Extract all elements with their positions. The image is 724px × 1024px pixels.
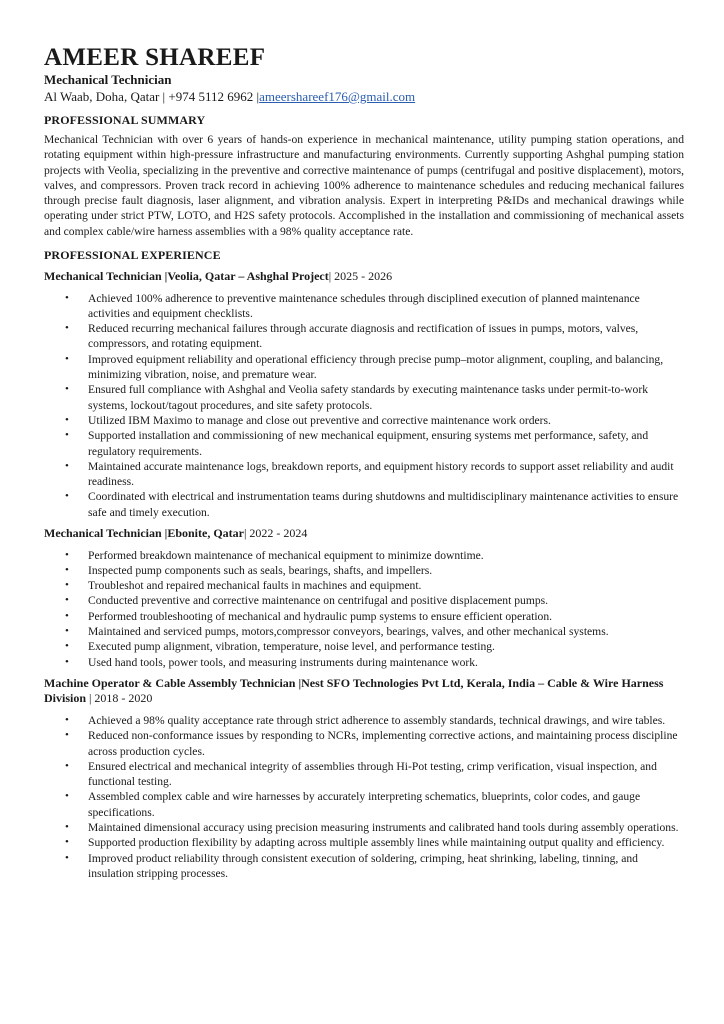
job-header xyxy=(44,526,684,542)
job-bullet: • Maintained accurate maintenance logs, breakdown reports, and equipment history records to support asset reliability and audit readiness. xyxy=(88,459,684,490)
experience-heading: PROFESSIONAL EXPERIENCE xyxy=(44,248,221,263)
job-bullet-list xyxy=(44,713,684,881)
candidate-title: Mechanical Technician xyxy=(44,72,172,87)
job-bullet: • Executed pump alignment, vibration, temperature, noise level, and performance testing. xyxy=(88,639,684,654)
job-bullet-list xyxy=(44,291,684,520)
job-bullet: • Reduced recurring mechanical failures through accurate diagnosis and rectification of issues in pumps, motors, valves, compressors, and rotating equipment. xyxy=(88,321,684,352)
job-bullet: • Used hand tools, power tools, and measuring instruments during maintenance work. xyxy=(88,655,684,670)
job-role-company: Machine Operator & Cable Assembly Technician |Nest SFO Technologies Pvt Ltd, Kerala, India – Cable & Wire Harness Division xyxy=(44,675,664,706)
job-bullet: • Coordinated with electrical and instrumentation teams during shutdowns and multidisciplinary maintenance activities to ensure safe and timely execution. xyxy=(88,489,684,520)
contact-line xyxy=(44,88,684,106)
summary-text: Mechanical Technician with over 6 years of hands-on experience in mechanical maintenance, utility pumping station operations, and rotating equipment within high-pressure infrastructure and manufacturing environments. Currently supporting Ashghal pumping station projects with Veolia, specializing in the preventive and corrective maintenance of pumps (centrifugal and positive displacement), motors, valves, and compressors. Proven track record in achieving 100% adherence to maintenance schedules and reducing mechanical failures through precise fault diagnosis, laser alignment, and vibration analysis. Expert in interpreting P&IDs and mechanical drawings while operating under strict PTW, LOTO, and H2S safety protocols. Accomplished in the installation and commissioning of mechanical assets and complex cable/wire harness assemblies with a 98% quality acceptance rate. xyxy=(44,133,684,238)
contact-details: Al Waab, Doha, Qatar | +974 5112 6962 | xyxy=(44,89,260,104)
job-bullet: • Conducted preventive and corrective maintenance on centrifugal and positive displacement pumps. xyxy=(88,593,684,608)
job-bullet: • Performed troubleshooting of mechanical and hydraulic pump systems to ensure efficient operation. xyxy=(88,609,684,624)
job-bullet: • Maintained and serviced pumps, motors,compressor conveyors, bearings, valves, and other mechanical systems. xyxy=(88,624,684,639)
job-dates: | 2022 - 2024 xyxy=(243,526,308,541)
job-bullet: • Utilized IBM Maximo to manage and close out preventive and corrective maintenance work orders. xyxy=(88,413,684,428)
job-header xyxy=(44,269,684,285)
job-entry xyxy=(44,526,684,670)
job-bullet: • Assembled complex cable and wire harnesses by accurately interpreting schematics, blueprints, color codes, and gauge specifications. xyxy=(88,789,684,820)
job-bullet: • Inspected pump components such as seals, bearings, shafts, and impellers. xyxy=(88,563,684,578)
job-bullet: • Reduced non-conformance issues by responding to NCRs, implementing corrective actions, and maintaining process discipline across production cycles. xyxy=(88,728,684,759)
job-entry xyxy=(44,676,684,881)
job-dates: | 2018 - 2020 xyxy=(89,691,153,706)
job-bullet: • Supported production flexibility by adapting across multiple assembly lines while maintaining output quality and efficiency. xyxy=(88,835,684,850)
candidate-name: AMEER SHAREEF xyxy=(44,44,266,71)
job-bullet: • Maintained dimensional accuracy using precision measuring instruments and calibrated hand tools during assembly operations. xyxy=(88,820,684,835)
summary-heading: PROFESSIONAL SUMMARY xyxy=(44,113,206,127)
job-bullet-list xyxy=(44,548,684,670)
job-role-company: Mechanical Technician |Ebonite, Qatar xyxy=(44,526,244,541)
job-dates: | 2025 - 2026 xyxy=(328,269,393,284)
job-bullet: • Ensured full compliance with Ashghal and Veolia safety standards by executing maintenance tasks under permit-to-work systems, lockout/tagout procedures, and site safety protocols. xyxy=(88,382,684,413)
job-bullet: • Troubleshot and repaired mechanical faults in machines and equipment. xyxy=(88,578,684,593)
job-bullet: • Performed breakdown maintenance of mechanical equipment to minimize downtime. xyxy=(88,548,684,563)
job-bullet: • Achieved a 98% quality acceptance rate through strict adherence to assembly standards, technical drawings, and wire tables. xyxy=(88,713,684,728)
email-link[interactable]: ameershareef176@gmail.com xyxy=(259,89,416,104)
job-entry xyxy=(44,269,684,520)
resume-page xyxy=(44,44,684,881)
job-role-company: Mechanical Technician |Veolia, Qatar – Ashghal Project xyxy=(44,269,329,284)
job-bullet: • Improved equipment reliability and operational efficiency through precise pump–motor alignment, coupling, and balancing, minimizing vibration, noise, and premature wear. xyxy=(88,352,684,383)
job-bullet: • Ensured electrical and mechanical integrity of assemblies through Hi-Pot testing, crimp verification, visual inspection, and functional testing. xyxy=(88,759,684,790)
job-bullet: • Supported installation and commissioning of new mechanical equipment, ensuring systems met performance, safety, and regulatory requirements. xyxy=(88,428,684,459)
job-header xyxy=(44,676,684,707)
job-bullet: • Improved product reliability through consistent execution of soldering, crimping, heat shrinking, labeling, tinning, and insulation stripping processes. xyxy=(88,851,684,882)
job-bullet: • Achieved 100% adherence to preventive maintenance schedules through disciplined execution of planned maintenance activities and equipment checklists. xyxy=(88,291,684,322)
